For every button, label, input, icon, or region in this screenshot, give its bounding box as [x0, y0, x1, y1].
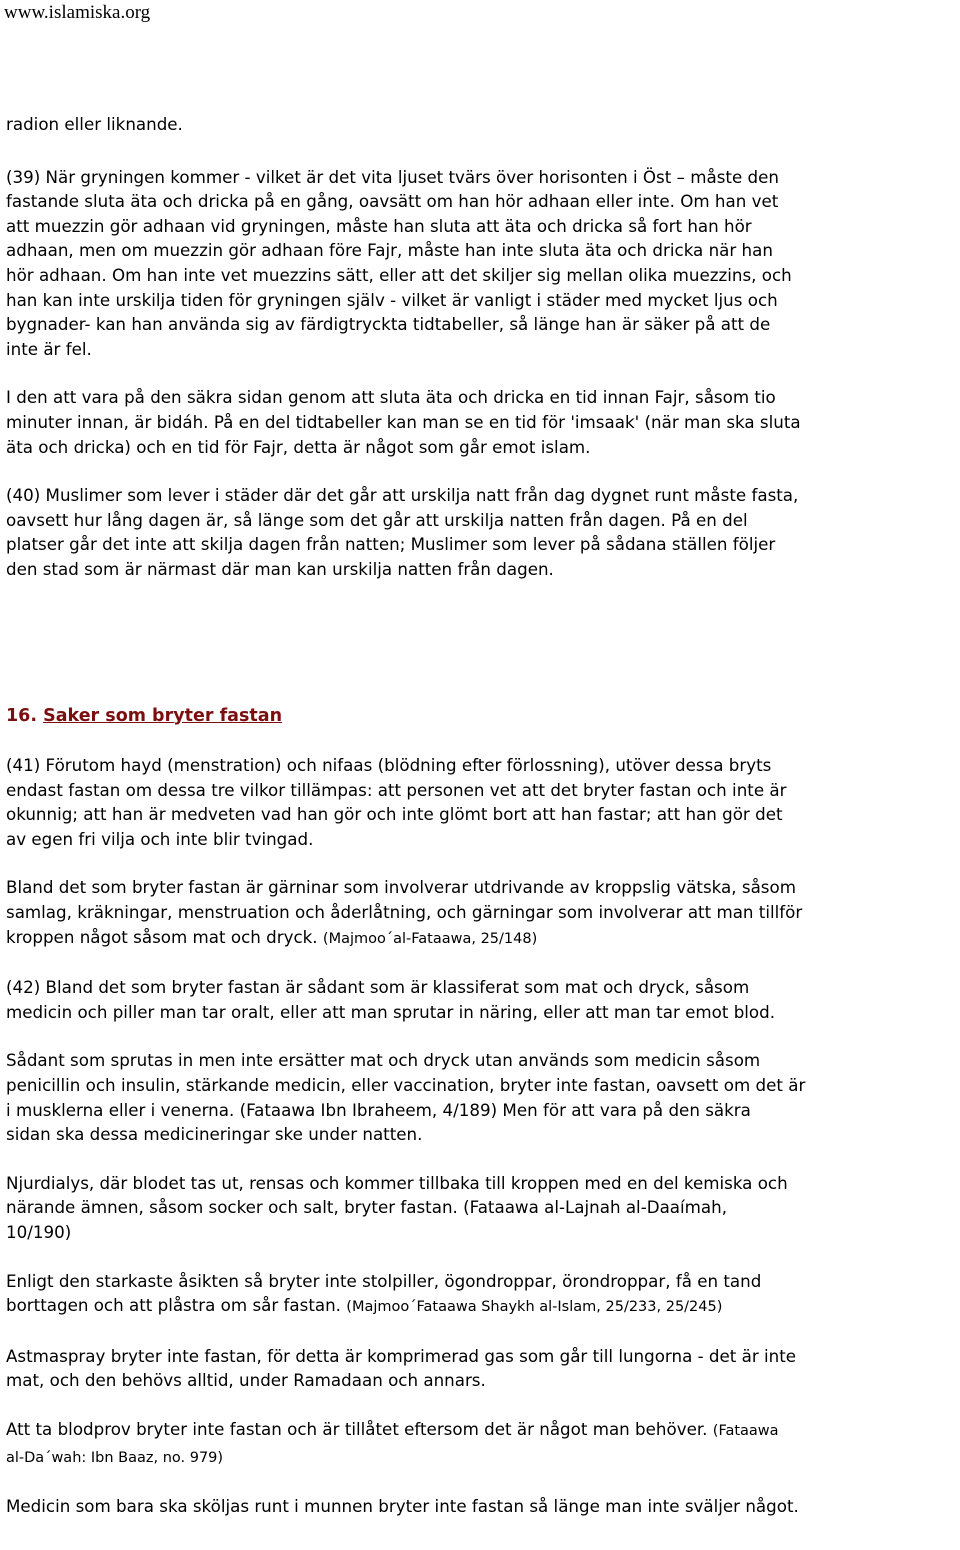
- paragraph-asthma: Astmaspray bryter inte fastan, för detta är komprimerad gas som går till lungorna - det är inte mat, och den behövs alltid, under Ramadaan och annars.: [6, 1345, 797, 1391]
- paragraph-fluids-text: Bland det som bryter fastan är gärninar som involverar utdrivande av kroppslig vätska, såsom samlag, kräkningar, menstruation och åderlåtning, och gärningar som involverar att man tillför kroppen något såsom mat och dryck.: [6, 877, 803, 947]
- paragraph-fluids: [6, 875, 960, 951]
- paragraph-drops: [6, 1269, 960, 1320]
- reference-majmoo: (Majmoo´al-Fataawa, 25/148): [322, 930, 538, 947]
- paragraph-40: (40) Muslimer som lever i städer där det går att urskilja natt från dag dygnet runt måste fasta, oavsett hur lång dagen är, så länge som det går att urskilja natten från dagen. På en del platser går det inte att skilja dagen från natten; Muslimer som lever på sådana ställen följer den stad som är närmast där man kan urskilja natten från dagen.: [6, 485, 799, 579]
- section-number: 16.: [6, 705, 38, 726]
- section-title: Saker som bryter fastan: [43, 705, 283, 726]
- paragraph-mouthwash: Medicin som bara ska sköljas runt i munnen bryter inte fastan så länge man inte sväljer något.: [6, 1496, 799, 1517]
- paragraph-dialysis: Njurdialys, där blodet tas ut, rensas och kommer tillbaka till kroppen med en del kemiska och närande ämnen, såsom socker och salt, bryter fastan. (Fataawa al-Lajnah al-Daaímah, 10/190): [6, 1172, 788, 1242]
- section-heading: [6, 704, 960, 729]
- paragraph-blood-test: [6, 1417, 960, 1470]
- document-body: [6, 112, 960, 1519]
- paragraph-41: (41) Förutom hayd (menstration) och nifaas (blödning efter förlossning), utöver dessa bryts endast fastan om dessa tre vilkor tillämpas: att personen vet att det bryter fastan och inte är okunnig; att han är medveten vad han gör och inte glömt bort att han fastar; att han gör det av egen fri vilja och inte blir tvingad.: [6, 755, 787, 849]
- reference-majmoo-shaykh: (Majmoo´Fataawa Shaykh al-Islam, 25/233, 25/245): [346, 1299, 723, 1316]
- paragraph-injections: Sådant som sprutas in men inte ersätter mat och dryck utan används som medicin såsom penicillin och insulin, stärkande medicin, eller vaccination, bryter inte fastan, oavsett om det är i musklerna eller i venerna. (Fataawa Ibn Ibraheem, 4/189) Men för att vara på den säkra sidan ska dessa medicineringar ske under natten.: [6, 1050, 806, 1145]
- paragraph-drops-text: Enligt den starkaste åsikten så bryter inte stolpiller, ögondroppar, örondroppar, få en tand borttagen och att plåstra om sår fastan.: [6, 1270, 762, 1316]
- paragraph-continuation: radion eller liknande.: [6, 114, 183, 134]
- paragraph-39: (39) När gryningen kommer - vilket är det vita ljuset tvärs över horisonten i Öst – måste den fastande sluta äta och dricka på en gång, oavsätt om han hör adhaan eller inte. Om han vet att muezzin gör adhaan vid gryningen, måste han sluta att äta och dricka så fort han hör adhaan, men om muezzin gör adhaan före Fajr, måste han inte sluta äta och dricka när han hör adhaan. Om han inte vet muezzins sätt, eller att det skiljer sig mellan olika muezzins, och han kan inte urskilja tiden för gryningen själv - vilket är vanligt i städer med mycket ljus och bygnader- kan han använda sig av färdigtryckta tidtabeller, så länge han är säker på att de inte är fel.: [6, 166, 792, 359]
- site-header: www.islamiska.org: [4, 2, 151, 23]
- reference-ibn-baaz: (Fataawa al-Da´wah: Ibn Baaz, no. 979): [6, 1422, 779, 1466]
- paragraph-42: (42) Bland det som bryter fastan är sådant som är klassiferat som mat och dryck, såsom medicin och piller man tar oralt, eller att man sprutar in näring, eller att man tar emot blod.: [6, 977, 776, 1022]
- paragraph-bidah: I den att vara på den säkra sidan genom att sluta äta och dricka en tid innan Fajr, såsom tio minuter innan, är bidáh. På en del tidtabeller kan man se en tid för 'imsaak' (när man ska sluta äta och dricka) och en tid för Fajr, detta är något som går emot islam.: [6, 387, 801, 457]
- paragraph-blood-test-text: Att ta blodprov bryter inte fastan och är tillåtet eftersom det är något man behöver.: [6, 1418, 713, 1439]
